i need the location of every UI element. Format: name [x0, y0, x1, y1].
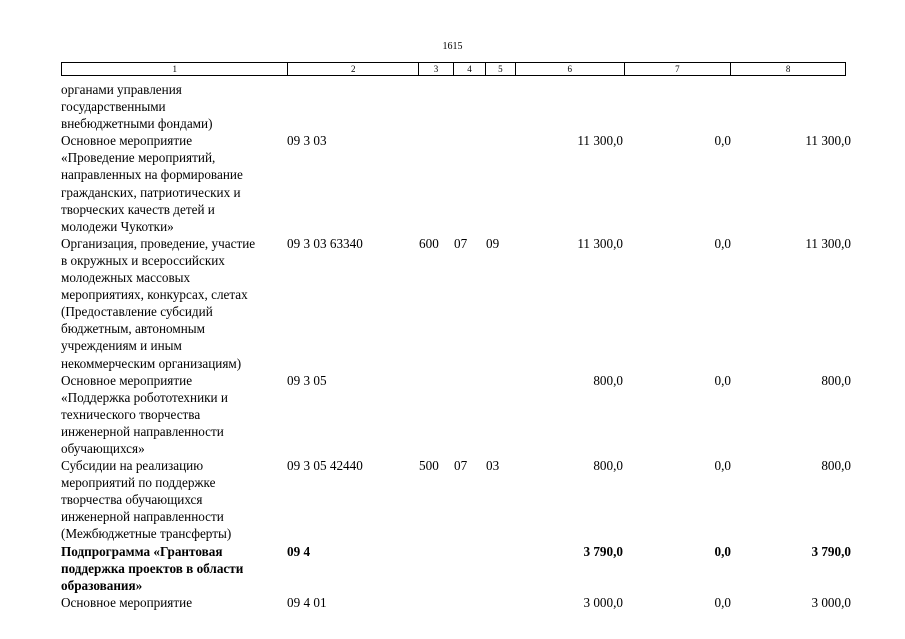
row-name-line: внебюджетными фондами) [61, 116, 213, 132]
row-col-4: 07 [454, 458, 468, 474]
row-name-line: молодежи Чукотки» [61, 218, 174, 234]
row-col-4 [454, 372, 486, 457]
row-name-line: бюджетным, автономным [61, 321, 205, 337]
row-col-6 [516, 81, 623, 132]
row-name-line: в окружных и всероссийских [61, 252, 225, 268]
row-name-line: гражданских, патриотических и [61, 184, 241, 200]
row-name-line: органами управления [61, 82, 182, 97]
row-col-7 [623, 81, 731, 132]
row-col-3 [419, 132, 454, 235]
row-col-6: 3 000,0 [583, 594, 623, 610]
row-col-7: 0,0 [714, 372, 731, 388]
row-name-line: мероприятий по поддержке [61, 475, 216, 491]
row-name-line: молодежных массовых [61, 270, 191, 286]
table-row [61, 594, 851, 611]
row-col-3: 500 [419, 458, 439, 474]
row-col-5 [486, 372, 516, 457]
row-name [61, 81, 287, 132]
row-name-line: Организация, проведение, участие [61, 235, 256, 251]
row-col-5: 03 [486, 458, 500, 474]
row-name [61, 543, 287, 594]
row-col-3: 600 [419, 235, 439, 251]
page-number: 1615 [442, 41, 463, 52]
row-name-line: инженерной направленности [61, 509, 224, 525]
row-col-4 [454, 543, 486, 594]
row-col-7: 0,0 [714, 594, 731, 610]
row-name-line: Основное мероприятие [61, 372, 193, 388]
table-row [61, 372, 851, 457]
header-col-4: 4 [454, 63, 486, 75]
row-col-8: 3 790,0 [811, 543, 851, 559]
row-name-line: образования» [61, 577, 143, 593]
table-header [61, 62, 846, 76]
row-col-8: 800,0 [821, 458, 851, 474]
row-col-6: 800,0 [593, 458, 623, 474]
row-col-5 [486, 543, 516, 594]
row-name-line: учреждениям и иным [61, 338, 182, 354]
row-name-line: творческих качеств детей и [61, 201, 215, 217]
row-name-line: технического творчества [61, 406, 201, 422]
row-name-line: государственными [61, 99, 166, 115]
row-col-7: 0,0 [714, 543, 731, 559]
row-col-8: 11 300,0 [805, 235, 851, 251]
row-col-4 [454, 81, 486, 132]
row-code: 09 4 01 [287, 594, 327, 610]
row-col-8: 3 000,0 [811, 594, 851, 610]
row-name-line: Основное мероприятие [61, 133, 193, 149]
row-name [61, 132, 287, 235]
row-name [61, 594, 287, 611]
row-code: 09 3 03 63340 [287, 235, 363, 251]
header-col-2: 2 [288, 63, 419, 75]
row-code [287, 81, 419, 132]
table-row [61, 132, 851, 235]
row-col-6: 11 300,0 [577, 235, 623, 251]
row-name-line: поддержка проектов в области [61, 560, 244, 576]
row-col-6: 800,0 [593, 372, 623, 388]
row-col-4 [454, 594, 486, 611]
row-col-3 [419, 543, 454, 594]
table-row [61, 457, 851, 542]
row-col-3 [419, 81, 454, 132]
row-col-8 [731, 81, 851, 132]
row-name [61, 457, 287, 542]
header-col-7: 7 [625, 63, 732, 75]
header-col-6: 6 [516, 63, 625, 75]
row-name-line: инженерной направленности [61, 423, 224, 439]
row-name-line: творчества обучающихся [61, 492, 203, 508]
row-col-8: 11 300,0 [805, 133, 851, 149]
table-row [61, 543, 851, 594]
row-col-7: 0,0 [714, 235, 731, 251]
row-col-7: 0,0 [714, 458, 731, 474]
row-name-line: Подпрограмма «Грантовая [61, 543, 223, 559]
row-name-line: (Межбюджетные трансферты) [61, 526, 232, 542]
row-code: 09 4 [287, 543, 311, 559]
row-col-6: 11 300,0 [577, 133, 623, 149]
row-code: 09 3 05 [287, 372, 327, 388]
row-name-line: некоммерческим организациям) [61, 355, 242, 371]
row-col-4: 07 [454, 235, 468, 251]
row-name-line: «Проведение мероприятий, [61, 150, 216, 166]
header-col-1: 1 [62, 63, 288, 75]
row-name-line: Основное мероприятие [61, 594, 193, 610]
row-col-5 [486, 594, 516, 611]
row-col-4 [454, 132, 486, 235]
row-name-line: направленных на формирование [61, 167, 243, 183]
table-row [61, 235, 851, 372]
row-name-line: (Предоставление субсидий [61, 304, 213, 320]
row-col-5: 09 [486, 235, 500, 251]
row-name [61, 235, 287, 372]
table-row [61, 81, 851, 132]
row-col-3 [419, 594, 454, 611]
row-col-3 [419, 372, 454, 457]
table-body [61, 81, 851, 611]
row-col-6: 3 790,0 [583, 543, 623, 559]
row-name [61, 372, 287, 457]
row-name-line: обучающихся» [61, 440, 145, 456]
header-col-5: 5 [486, 63, 516, 75]
row-name-line: Субсидии на реализацию [61, 458, 204, 474]
row-col-5 [486, 132, 516, 235]
row-col-5 [486, 81, 516, 132]
header-col-3: 3 [419, 63, 454, 75]
row-col-8: 800,0 [821, 372, 851, 388]
row-col-7: 0,0 [714, 133, 731, 149]
row-name-line: «Поддержка робототехники и [61, 389, 228, 405]
header-col-8: 8 [785, 64, 791, 74]
row-code: 09 3 03 [287, 133, 327, 149]
row-code: 09 3 05 42440 [287, 458, 363, 474]
row-name-line: мероприятиях, конкурсах, слетах [61, 287, 248, 303]
